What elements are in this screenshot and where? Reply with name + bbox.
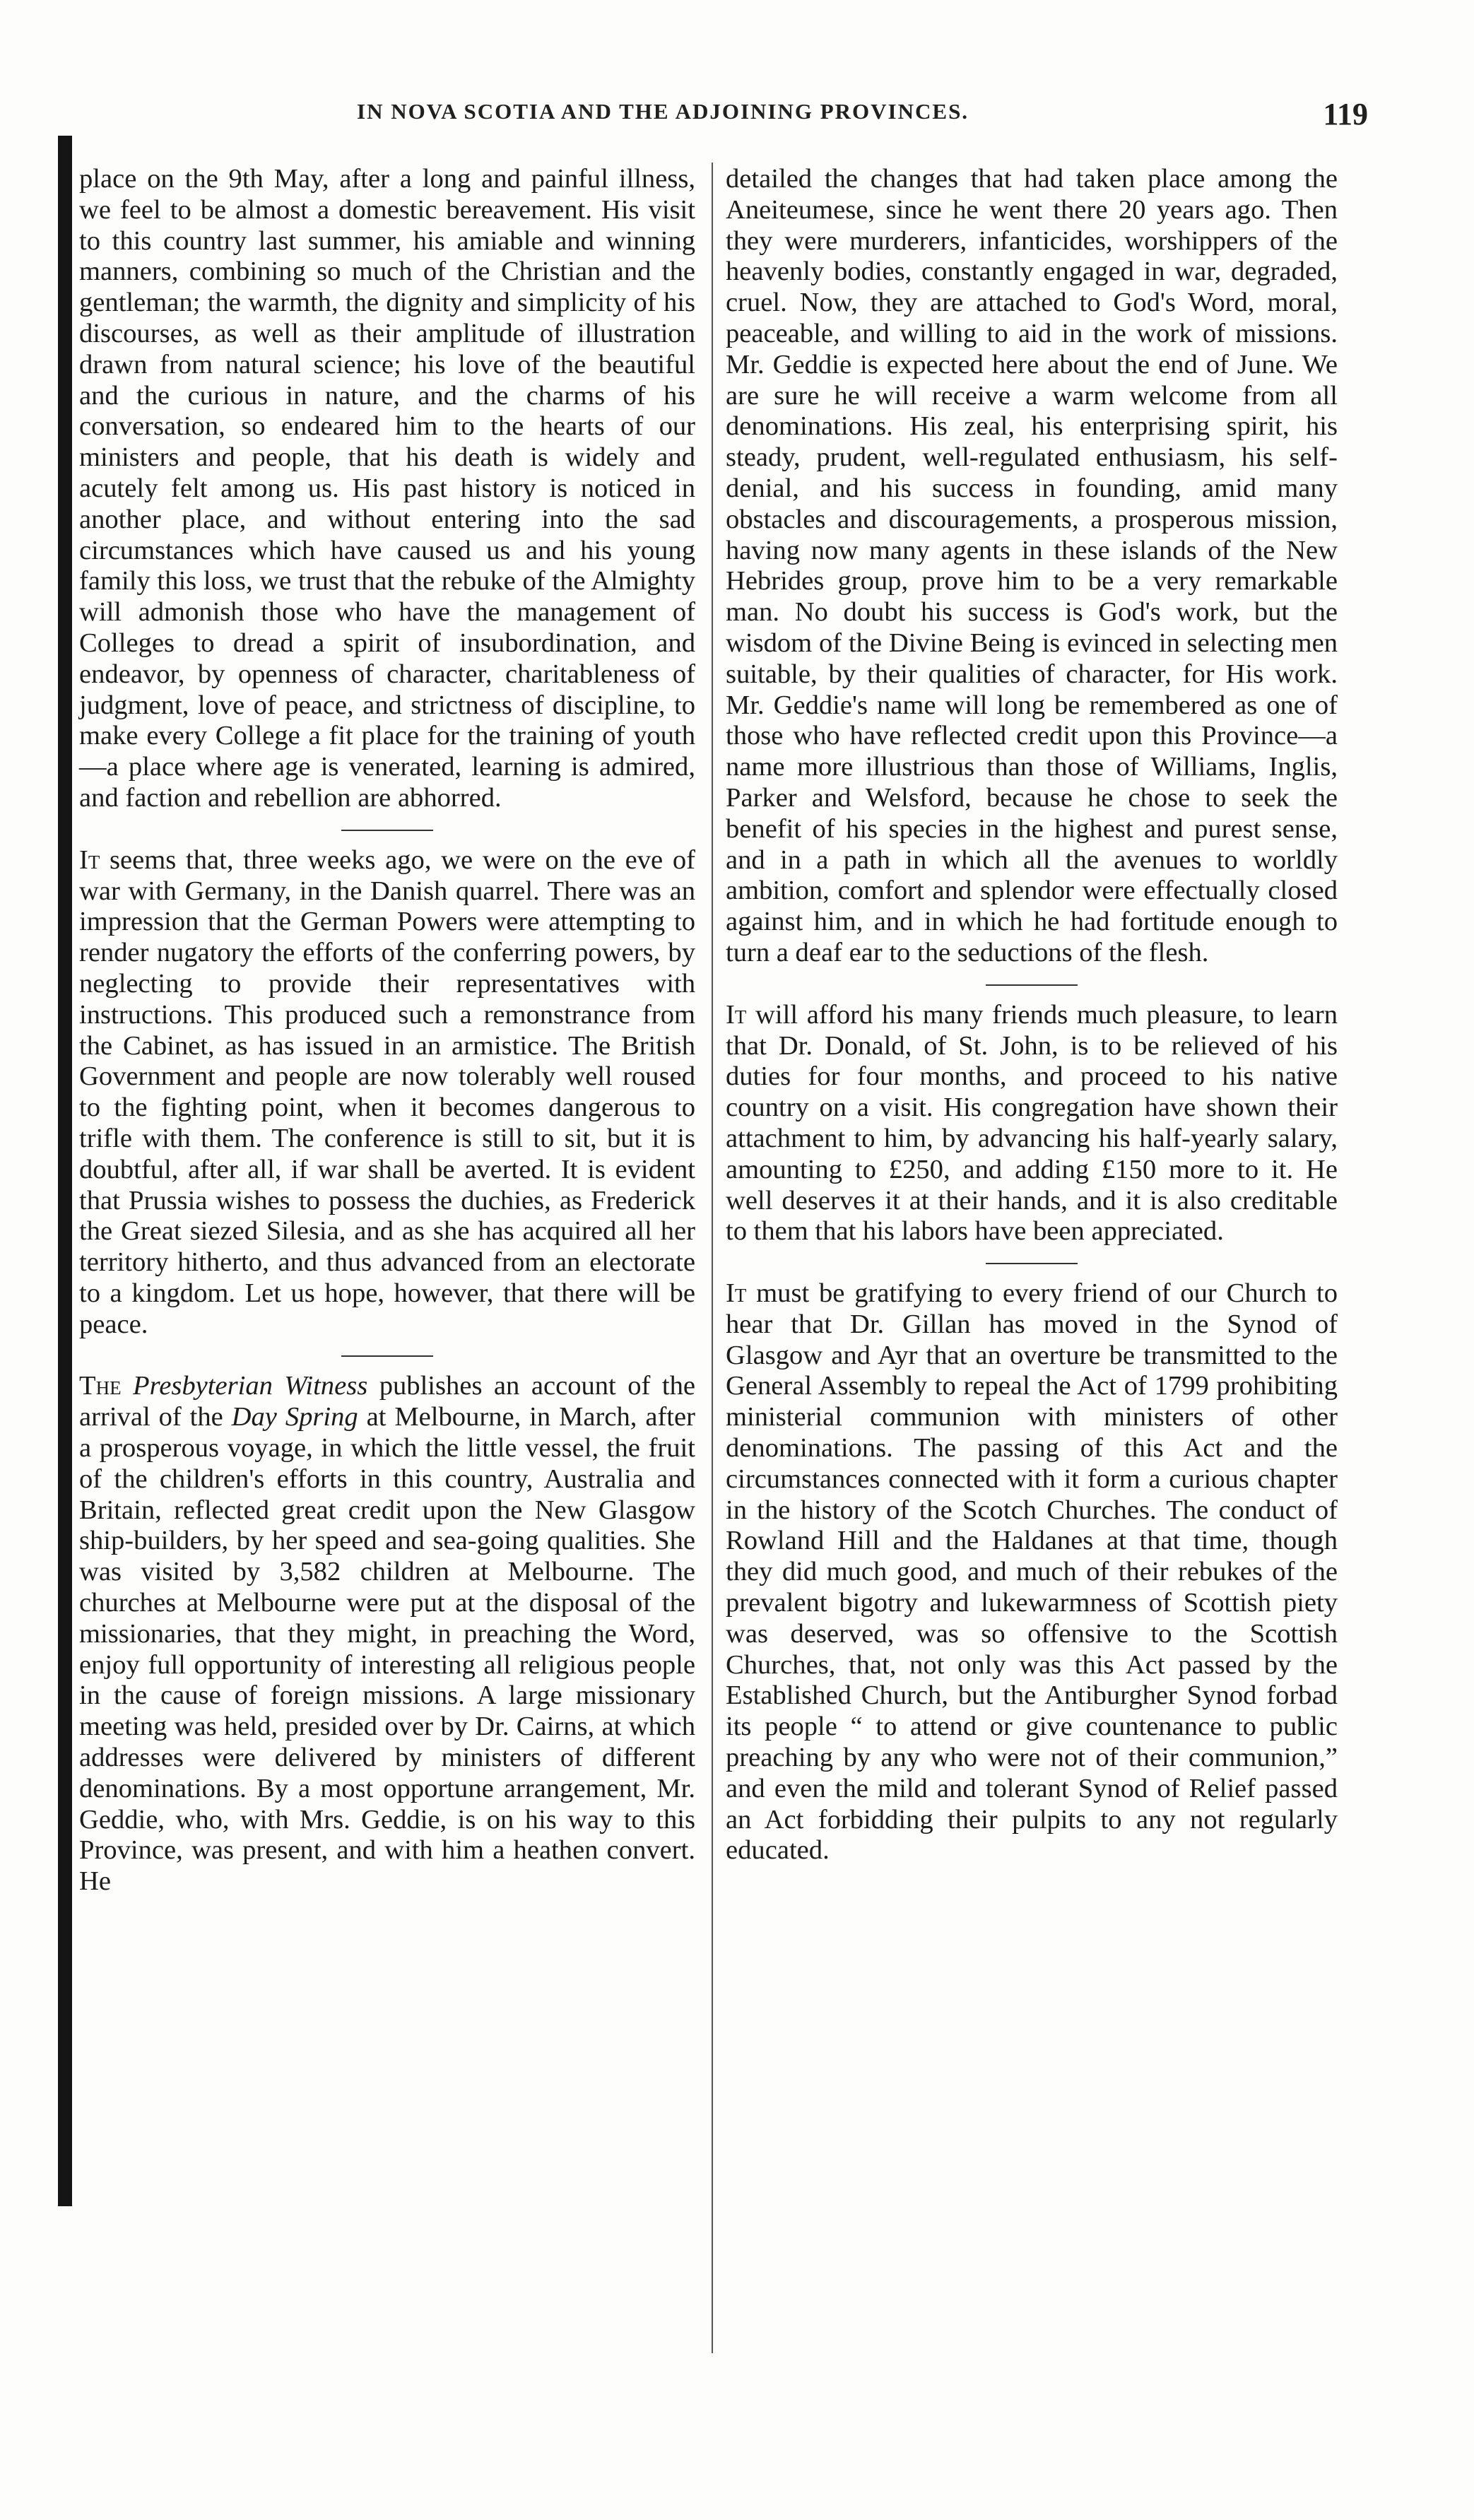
left-column bbox=[79, 164, 695, 1897]
paragraph-body: will afford his many friends much pleasure, to learn that Dr. Donald, of St. John, is to be relieved of his duties for four months, and proceed to his native country on a visit. His congregation have shown their attachment to him, by advancing his half-yearly salary, amounting to £250, and adding £150 more to it. He well deserves it at their hands, and it is also creditable to them that his labors have been appreciated. bbox=[726, 999, 1338, 1247]
paragraph-body: publishes an account of the arrival of the bbox=[79, 1371, 695, 1432]
paragraph-body: must be gratifying to every friend of our Church to hear that Dr. Gillan has moved in the Synod of Glasgow and Ayr that an overture be transmitted to the General Assembly to repeal the Act of 1799 prohibiting ministerial communion with ministers of other denominations. The passing of this Act and the circumstances connected with it form a curious chapter in the history of the Scotch Churches. The conduct of Rowland Hill and the Haldanes at that time, though they did much good, and much of their rebukes of the prevalent bigotry and lukewarmness of Scottish piety was deserved, was so offensive to the Scottish Churches, that, not only was this Act passed by the Established Church, but the Antiburgher Synod forbad its people “ to attend or give countenance to public preaching by any who were not of their communion,” and even the mild and tolerant Synod of Relief passed an Act forbidding their pulpits to any not regularly educated. bbox=[726, 1278, 1338, 1866]
article-day-spring-continued bbox=[726, 164, 1338, 969]
article-dr-donald bbox=[726, 1000, 1338, 1247]
running-head: IN NOVA SCOTIA AND THE ADJOINING PROVINCES. bbox=[357, 99, 969, 124]
article-dr-gillan-text bbox=[726, 1278, 1338, 1866]
paragraph-body: at Melbourne, in March, after a prosperous voyage, in which the little vessel, the fruit of the children's efforts in this country, Australia and Britain, reflected great credit upon the New Glasgow ship-builders, by her speed and sea-going qualities. She was visited by 3,582 children at Melbourne. The churches at Melbourne were put at the disposal of the missionaries, that they might, in preaching the Word, enjoy full opportunity of interesting all religious people in the cause of foreign missions. A large missionary meeting was held, presided over by Dr. Cairns, at which addresses were delivered by ministers of different denominations. By a most opportune arrangement, Mr. Geddie, who, with Mrs. Geddie, is on his way to this Province, was present, and with him a heathen convert. He bbox=[79, 1402, 695, 1897]
article-day-spring-text bbox=[79, 1371, 695, 1897]
publication-title: Presbyterian Witness bbox=[133, 1371, 368, 1401]
article-separator bbox=[726, 1247, 1338, 1278]
binding-edge-rule bbox=[58, 136, 72, 2206]
article-day-spring-continued-text: detailed the changes that had taken place among the Aneiteumese, since he went there 20 years ago. Then they were murderers, infanticides, worshippers of the heavenly bodies, constantly engaged in war, degraded, cruel. Now, they are attached to God's Word, moral, peaceable, and willing to aid in the work of missions. Mr. Geddie is expected here about the end of June. We are sure he will receive a warm welcome from all denominations. His zeal, his enterprising spirit, his steady, prudent, well-regulated enthusiasm, his self-denial, and his success in founding, amid many obstacles and discouragements, a prosperous mission, having now many agents in these islands of the New Hebrides group, prove him to be a very remarkable man. No doubt his success is God's work, but the wisdom of the Divine Being is evinced in selecting men suitable, by their qualities of character, for His work. Mr. Geddie's name will long be remembered as one of those who have reflected credit upon this Province—a name more illustrious than those of Williams, Inglis, Parker and Welsford, because he chose to seek the benefit of his species in the highest and purest sense, and in a path in which all the avenues to worldly ambition, comfort and splendor were effectually closed against him, and in which he had fortitude enough to turn a deaf ear to the seductions of the flesh. bbox=[726, 164, 1338, 967]
article-obituary bbox=[79, 164, 695, 814]
article-separator bbox=[79, 1340, 695, 1371]
column-divider bbox=[712, 163, 713, 2353]
lead-word: It bbox=[726, 999, 747, 1030]
article-separator bbox=[79, 814, 695, 845]
page-header bbox=[269, 99, 1368, 148]
article-separator bbox=[726, 969, 1338, 1000]
lead-word: It bbox=[726, 1278, 747, 1309]
article-day-spring bbox=[79, 1371, 695, 1897]
page-number: 119 bbox=[1323, 97, 1368, 131]
article-dr-donald-text bbox=[726, 1000, 1338, 1247]
paragraph-body: seems that, three weeks ago, we were on the eve of war with Germany, in the Danish quarrel. There was an impression that the German Powers were attempting to render nugatory the efforts of the conferring powers, by neglecting to provide their representatives with instructions. This produced such a remonstrance from the Cabinet, as has issued in an armistice. The British Government and people are now tolerably well roused to the fighting point, when it becomes dangerous to trifle with them. The conference is still to sit, but it is doubtful, after all, if war shall be averted. It is evident that Prussia wishes to possess the duchies, as Frederick the Great siezed Silesia, and as she has acquired all her territory hitherto, and thus advanced from an electorate to a kingdom. Let us hope, however, that there will be peace. bbox=[79, 844, 695, 1339]
article-danish-quarrel bbox=[79, 845, 695, 1341]
lead-word: It bbox=[79, 844, 100, 875]
article-dr-gillan bbox=[726, 1278, 1338, 1866]
article-danish-quarrel-text bbox=[79, 845, 695, 1341]
lead-word: The bbox=[79, 1371, 122, 1401]
article-obituary-text: place on the 9th May, after a long and painful illness, we feel to be almost a domestic bereavement. His visit to this country last summer, his amiable and winning manners, combining so much of the Christian and the gentleman; the warmth, the dignity and simplicity of his discourses, as well as their amplitude of illustration drawn from natural science; his love of the beautiful and the curious in nature, and the charms of his conversation, so endeared him to the hearts of our ministers and people, that his death is widely and acutely felt among us. His past history is noticed in another place, and without entering into the sad circumstances which have caused us and his young family this loss, we trust that the rebuke of the Almighty will admonish those who have the management of Colleges to dread a spirit of insubordination, and endeavor, by openness of character, charitableness of judgment, love of peace, and strictness of discipline, to make every College a fit place for the training of youth—a place where age is venerated, learning is admired, and faction and rebellion are abhorred. bbox=[79, 164, 695, 813]
right-column bbox=[726, 164, 1338, 1866]
ship-name: Day Spring bbox=[231, 1402, 358, 1432]
